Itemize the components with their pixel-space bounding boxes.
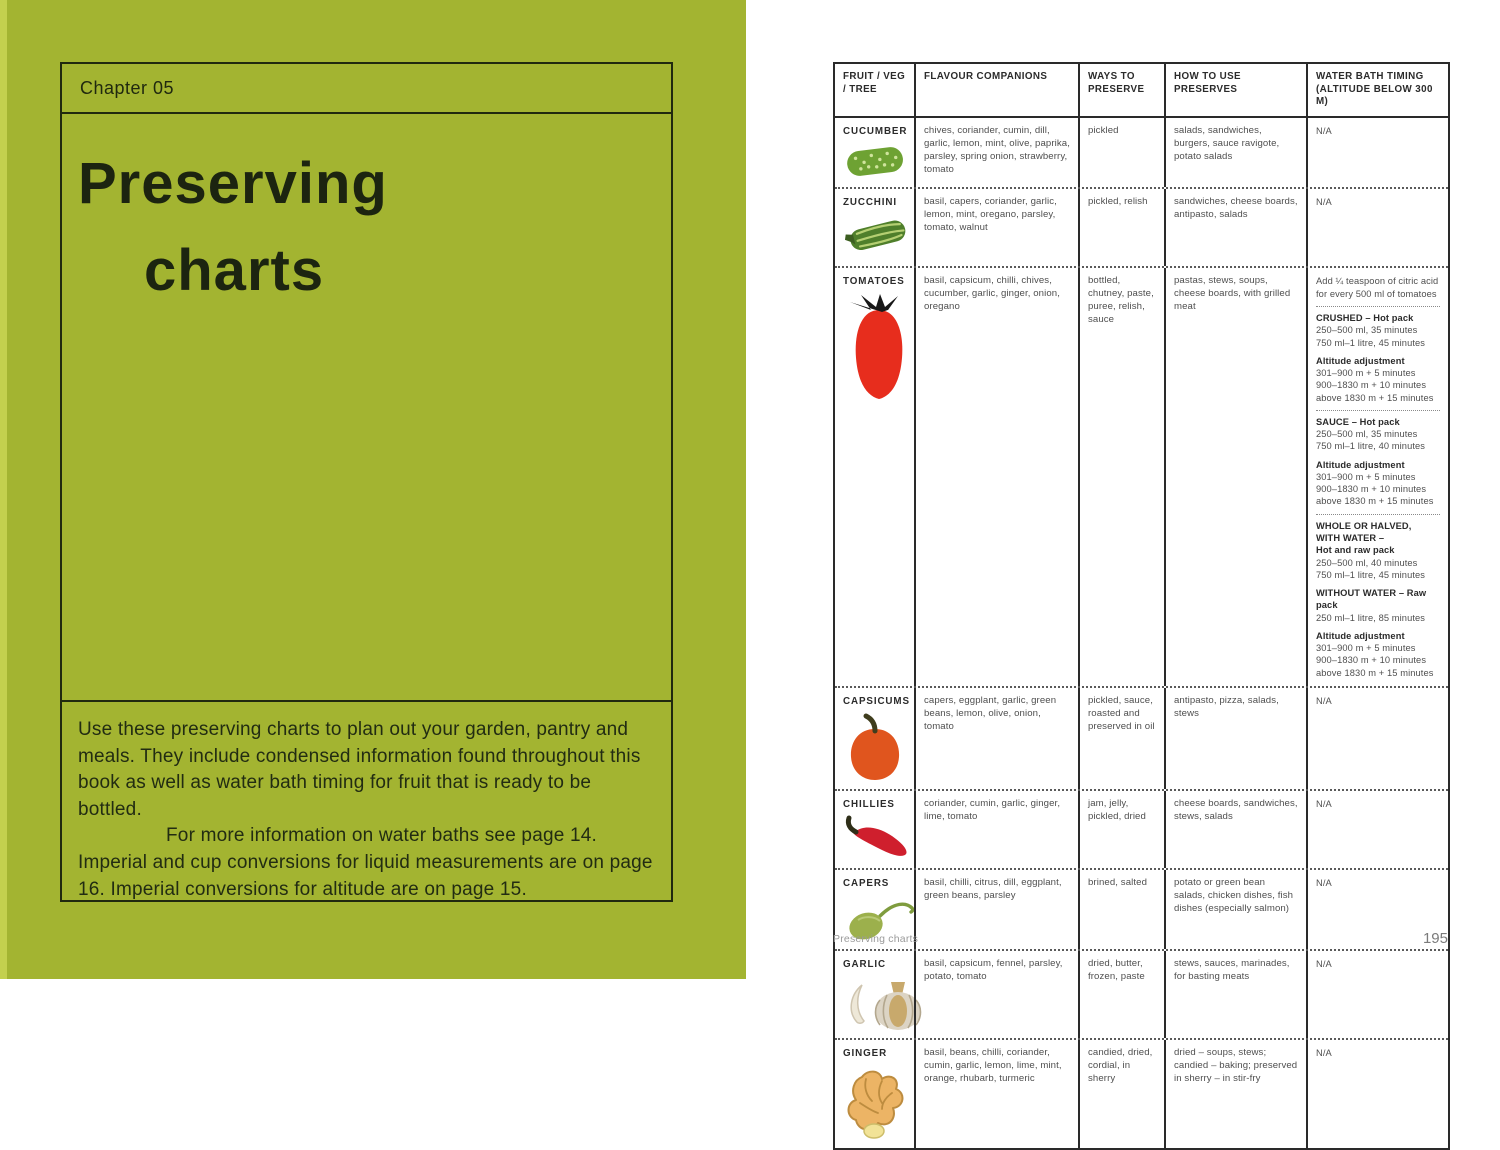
tomato-icon bbox=[844, 293, 906, 405]
flavour-companions-cell: capers, eggplant, garlic, green beans, lemon, olive, onion, tomato bbox=[914, 688, 1078, 789]
ways-to-preserve-cell: brined, salted bbox=[1078, 870, 1164, 949]
water-bath-line: N/A bbox=[1316, 878, 1332, 889]
water-bath-line: N/A bbox=[1316, 695, 1332, 706]
row-label: TOMATOES bbox=[843, 276, 905, 288]
water-bath-line: above 1830 m + 15 minutes bbox=[1316, 496, 1434, 507]
water-bath-block bbox=[1316, 958, 1440, 970]
capsicum-icon bbox=[844, 712, 906, 782]
how-to-use-cell: pastas, stews, soups, cheese boards, with grilled meat bbox=[1164, 268, 1306, 685]
chilli-icon bbox=[844, 815, 906, 861]
water-bath-timing-cell bbox=[1306, 791, 1448, 868]
water-bath-block bbox=[1316, 410, 1440, 508]
water-bath-line: 301–900 m + 5 minutes bbox=[1316, 643, 1416, 654]
ways-to-preserve-cell: pickled, sauce, roasted and preserved in oil bbox=[1078, 688, 1164, 789]
row-label: CHILLIES bbox=[843, 799, 895, 811]
fruit-veg-cell bbox=[835, 268, 914, 685]
row-label: ZUCCHINI bbox=[843, 197, 898, 209]
chapter-row bbox=[62, 64, 671, 114]
preserving-chart-table bbox=[833, 62, 1450, 1150]
intro-paragraph-1: Use these preserving charts to plan out your garden, pantry and meals. They include condensed information found throughout this book as well as water bath timing for fruit that is ready to be bottled. bbox=[78, 719, 641, 820]
water-bath-timing-cell bbox=[1306, 189, 1448, 266]
fruit-veg-cell bbox=[835, 189, 914, 266]
fruit-veg-cell bbox=[835, 688, 914, 789]
ginger-icon bbox=[844, 1065, 906, 1141]
ways-to-preserve-cell: candied, dried, cordial, in sherry bbox=[1078, 1040, 1164, 1147]
water-bath-line: 250–500 ml, 35 minutes bbox=[1316, 429, 1418, 440]
row-label: GINGER bbox=[843, 1048, 888, 1060]
column-header: WAYS TO PRESERVE bbox=[1078, 64, 1164, 116]
water-bath-block bbox=[1316, 877, 1440, 889]
fruit-veg-cell bbox=[835, 118, 914, 187]
table-row-ginger bbox=[835, 1038, 1448, 1147]
table-row-zucchini bbox=[835, 187, 1448, 266]
flavour-companions-cell: basil, chilli, citrus, dill, eggplant, green beans, parsley bbox=[914, 870, 1078, 949]
page-number: 195 bbox=[1422, 930, 1448, 947]
how-to-use-cell: antipasto, pizza, salads, stews bbox=[1164, 688, 1306, 789]
page-edge bbox=[0, 0, 7, 979]
intro-paragraph-2: For more information on water baths see page 14. Imperial and cup conversions for liquid measurements are on page 16. Imperial conversions for altitude are on page 15. bbox=[78, 825, 653, 900]
water-bath-line: 900–1830 m + 10 minutes bbox=[1316, 484, 1427, 495]
water-bath-line: 250 ml–1 litre, 85 minutes bbox=[1316, 612, 1426, 623]
water-bath-line: 750 ml–1 litre, 40 minutes bbox=[1316, 441, 1426, 452]
table-row-chillies bbox=[835, 789, 1448, 868]
fruit-veg-cell bbox=[835, 951, 914, 1038]
how-to-use-cell: sandwiches, cheese boards, antipasto, salads bbox=[1164, 189, 1306, 266]
title-row bbox=[62, 114, 671, 700]
zucchini-icon bbox=[844, 213, 906, 259]
water-bath-block bbox=[1316, 275, 1440, 300]
water-bath-line: WHOLE OR HALVED, bbox=[1316, 520, 1412, 531]
ways-to-preserve-cell: pickled bbox=[1078, 118, 1164, 187]
title-line2: charts bbox=[144, 238, 325, 303]
water-bath-line: Altitude adjustment bbox=[1316, 459, 1405, 470]
table-row-cucumber bbox=[835, 118, 1448, 187]
water-bath-line: N/A bbox=[1316, 1048, 1332, 1059]
water-bath-timing-cell bbox=[1306, 688, 1448, 789]
ways-to-preserve-cell: pickled, relish bbox=[1078, 189, 1164, 266]
row-label: CAPSICUMS bbox=[843, 695, 910, 707]
fruit-veg-cell bbox=[835, 791, 914, 868]
flavour-companions-cell: basil, capers, coriander, garlic, lemon, mint, oregano, parsley, tomato, walnut bbox=[914, 189, 1078, 266]
how-to-use-cell: stews, sauces, marinades, for basting meats bbox=[1164, 951, 1306, 1038]
ways-to-preserve-cell: jam, jelly, pickled, dried bbox=[1078, 791, 1164, 868]
water-bath-line: 900–1830 m + 10 minutes bbox=[1316, 655, 1427, 666]
water-bath-line: 750 ml–1 litre, 45 minutes bbox=[1316, 569, 1426, 580]
intro-text bbox=[62, 700, 671, 900]
water-bath-timing-cell bbox=[1306, 118, 1448, 187]
ways-to-preserve-cell: dried, butter, frozen, paste bbox=[1078, 951, 1164, 1038]
how-to-use-cell: salads, sandwiches, burgers, sauce ravigote, potato salads bbox=[1164, 118, 1306, 187]
row-label: GARLIC bbox=[843, 959, 886, 971]
water-bath-line: WITHOUT WATER – Raw pack bbox=[1316, 588, 1427, 611]
running-footer: Preserving charts bbox=[833, 932, 919, 945]
row-label: CUCUMBER bbox=[843, 126, 908, 138]
title-line1: Preserving bbox=[78, 151, 388, 216]
flavour-companions-cell: coriander, cumin, garlic, ginger, lime, tomato bbox=[914, 791, 1078, 868]
water-bath-block bbox=[1316, 695, 1440, 707]
water-bath-line: above 1830 m + 15 minutes bbox=[1316, 667, 1434, 678]
water-bath-line: Altitude adjustment bbox=[1316, 355, 1405, 366]
table-row-capsicums bbox=[835, 686, 1448, 789]
water-bath-line: WITH WATER – bbox=[1316, 532, 1385, 543]
water-bath-line: Hot and raw pack bbox=[1316, 545, 1395, 556]
water-bath-line: 250–500 ml, 40 minutes bbox=[1316, 557, 1418, 568]
column-header: FLAVOUR COMPANIONS bbox=[914, 64, 1078, 116]
column-header: WATER BATH TIMING (ALTITUDE BELOW 300 M) bbox=[1306, 64, 1448, 116]
water-bath-line: 301–900 m + 5 minutes bbox=[1316, 368, 1416, 379]
page-footer bbox=[833, 930, 1448, 947]
how-to-use-cell: dried – soups, stews; candied – baking; preserved in sherry – in stir-fry bbox=[1164, 1040, 1306, 1147]
column-header: FRUIT / VEG / TREE bbox=[843, 71, 906, 95]
water-bath-line: 301–900 m + 5 minutes bbox=[1316, 471, 1416, 482]
chapter-frame bbox=[60, 62, 673, 902]
water-bath-line: SAUCE – Hot pack bbox=[1316, 416, 1400, 427]
flavour-companions-cell: basil, capsicum, chilli, chives, cucumber, garlic, ginger, onion, oregano bbox=[914, 268, 1078, 685]
how-to-use-cell: cheese boards, sandwiches, stews, salads bbox=[1164, 791, 1306, 868]
flavour-companions-cell: chives, coriander, cumin, dill, garlic, lemon, mint, olive, paprika, parsley, spring onion, strawberry, tomato bbox=[914, 118, 1078, 187]
column-header: HOW TO USE PRESERVES bbox=[1164, 64, 1306, 116]
water-bath-block bbox=[1316, 125, 1440, 137]
table-header-row bbox=[835, 64, 1448, 118]
how-to-use-cell: potato or green bean salads, chicken dishes, fish dishes (especially salmon) bbox=[1164, 870, 1306, 949]
water-bath-line: 750 ml–1 litre, 45 minutes bbox=[1316, 337, 1426, 348]
water-bath-timing-cell bbox=[1306, 1040, 1448, 1147]
water-bath-line: 900–1830 m + 10 minutes bbox=[1316, 380, 1427, 391]
ways-to-preserve-cell: bottled, chutney, paste, puree, relish, sauce bbox=[1078, 268, 1164, 685]
water-bath-timing-cell bbox=[1306, 268, 1448, 685]
left-page bbox=[0, 0, 746, 979]
table-row-tomatoes bbox=[835, 266, 1448, 685]
fruit-veg-cell bbox=[835, 1040, 914, 1147]
water-bath-block bbox=[1316, 514, 1440, 679]
water-bath-line: N/A bbox=[1316, 126, 1332, 137]
water-bath-block bbox=[1316, 196, 1440, 208]
chapter-label: Chapter 05 bbox=[80, 77, 175, 98]
water-bath-block bbox=[1316, 1047, 1440, 1059]
water-bath-line: CRUSHED – Hot pack bbox=[1316, 312, 1414, 323]
water-bath-line: N/A bbox=[1316, 197, 1332, 208]
cucumber-icon bbox=[844, 142, 906, 180]
flavour-companions-cell: basil, beans, chilli, coriander, cumin, garlic, lemon, lime, mint, orange, rhubarb, turmeric bbox=[914, 1040, 1078, 1147]
water-bath-block bbox=[1316, 306, 1440, 404]
water-bath-line: Add ¼ teaspoon of citric acid for every 500 ml of tomatoes bbox=[1316, 276, 1439, 299]
garlic-icon bbox=[844, 975, 906, 1031]
water-bath-line: N/A bbox=[1316, 799, 1332, 810]
water-bath-line: above 1830 m + 15 minutes bbox=[1316, 392, 1434, 403]
row-label: CAPERS bbox=[843, 878, 890, 890]
flavour-companions-cell: basil, capsicum, fennel, parsley, potato, tomato bbox=[914, 951, 1078, 1038]
water-bath-block bbox=[1316, 798, 1440, 810]
page-title bbox=[78, 140, 653, 314]
water-bath-timing-cell bbox=[1306, 951, 1448, 1038]
water-bath-line: Altitude adjustment bbox=[1316, 630, 1405, 641]
table-row-garlic bbox=[835, 949, 1448, 1038]
water-bath-line: 250–500 ml, 35 minutes bbox=[1316, 325, 1418, 336]
water-bath-line: N/A bbox=[1316, 959, 1332, 970]
